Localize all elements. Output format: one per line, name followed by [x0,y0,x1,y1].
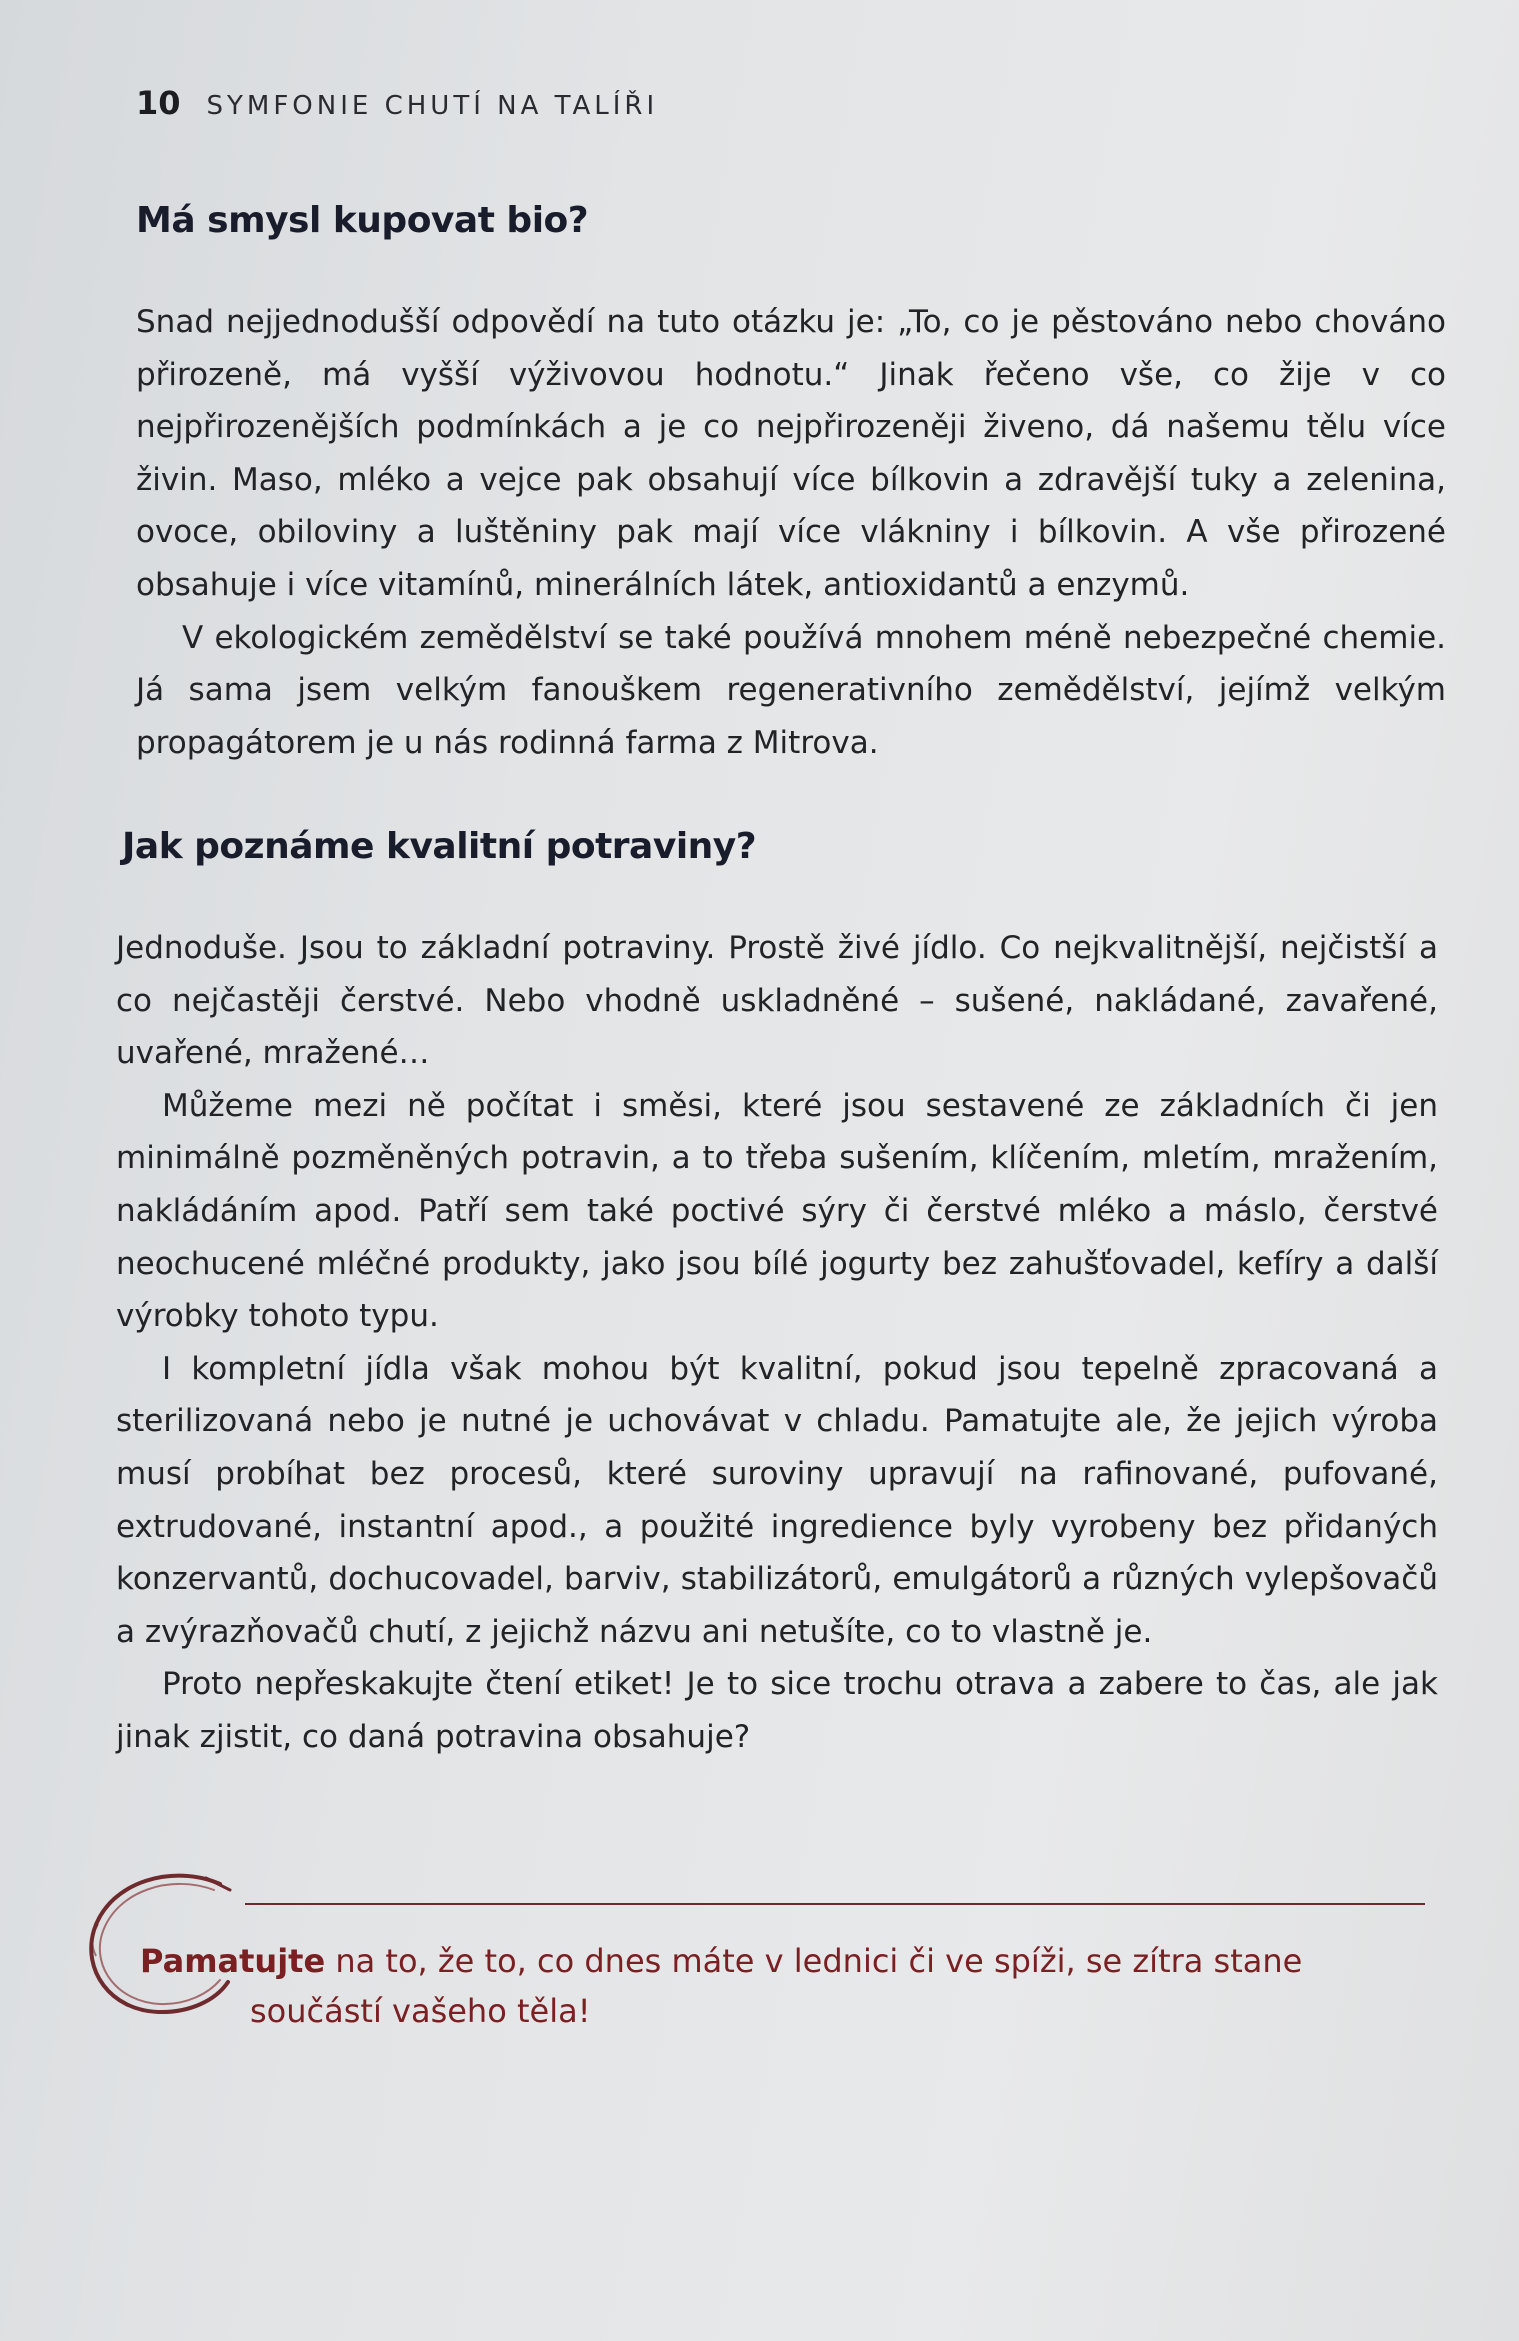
callout-line1: na to, že to, co dnes máte v lednici či ve spíži, se zítra stane [325,1942,1303,1980]
section-body-bio [136,296,1446,769]
book-title: SYMFONIE CHUTÍ NA TALÍŘI [206,91,659,121]
paragraph: Snad nejjednodušší odpovědí na tuto otázku je: „To, co je pěstováno nebo chováno přirozeně, má vyšší výživovou hodnotu.“ Jinak řečeno vše, co žije v co nejpřirozenějších podmínkách a je co nejpřirozeněji živeno, dá našemu tělu více živin. Maso, mléko a vejce pak obsahují více bílkovin a zdravější tuky a zelenina, ovoce, obiloviny a luštěniny pak mají více vlákniny i bílkovin. A vše přirozené obsahuje i více vitamínů, minerálních látek, antioxidantů a enzymů. [136,304,1446,603]
page-number: 10 [136,84,181,122]
paragraph: Proto nepřeskakujte čtení etiket! Je to sice trochu otrava a zabere to čas, ale jak jinak zjistit, co daná potravina obsahuje? [116,1666,1438,1755]
remember-callout [80,1860,1440,2040]
callout-lead: Pamatujte [140,1942,326,1980]
section-heading-bio: Má smysl kupovat bio? [136,200,589,241]
paragraph: I kompletní jídla však mohou být kvalitní, pokud jsou tepelně zpracovaná a sterilizovaná nebo je nutné je uchovávat v chladu. Pamatujte ale, že jejich výroba musí probíhat bez procesů, které suroviny upravují na rafinované, pufované, extrudované, instantní apod., a použité ingredience byly vyrobeny bez přidaných konzervantů, dochucovadel, barviv, stabilizátorů, emulgátorů a různých vylepšovačů a zvýrazňovačů chutí, z jejichž názvu ani netušíte, co to vlastně je. [116,1350,1438,1650]
callout-line2: součástí vašeho těla! [250,1992,591,2030]
section-heading-quality: Jak poznáme kvalitní potraviny? [122,826,757,867]
section-body-quality [116,922,1438,1764]
callout-divider [245,1903,1425,1905]
paragraph: Jednoduše. Jsou to základní potraviny. Prostě živé jídlo. Co nejkvalitnější, nejčistší a co nejčastěji čerstvé. Nebo vhodně uskladněné – sušené, nakládané, zavařené, uvařené, mražené… [116,930,1438,1072]
callout-text [140,1936,1430,2036]
running-head [136,84,658,122]
paragraph: V ekologickém zemědělství se také používá mnohem méně nebezpečné chemie. Já sama jsem velkým fanouškem regenerativního zemědělství, jejímž velkým propagátorem je u nás rodinná farma z Mitrova. [136,619,1446,761]
paragraph: Můžeme mezi ně počítat i směsi, které jsou sestavené ze základních či jen minimálně pozměněných potravin, a to třeba sušením, klíčením, mletím, mražením, nakládáním apod. Patří sem také poctivé sýry či čerstvé mléko a máslo, čerstvé neochucené mléčné produkty, jako jsou bílé jogurty bez zahušťovadel, kefíry a další výrobky tohoto typu. [116,1087,1438,1335]
